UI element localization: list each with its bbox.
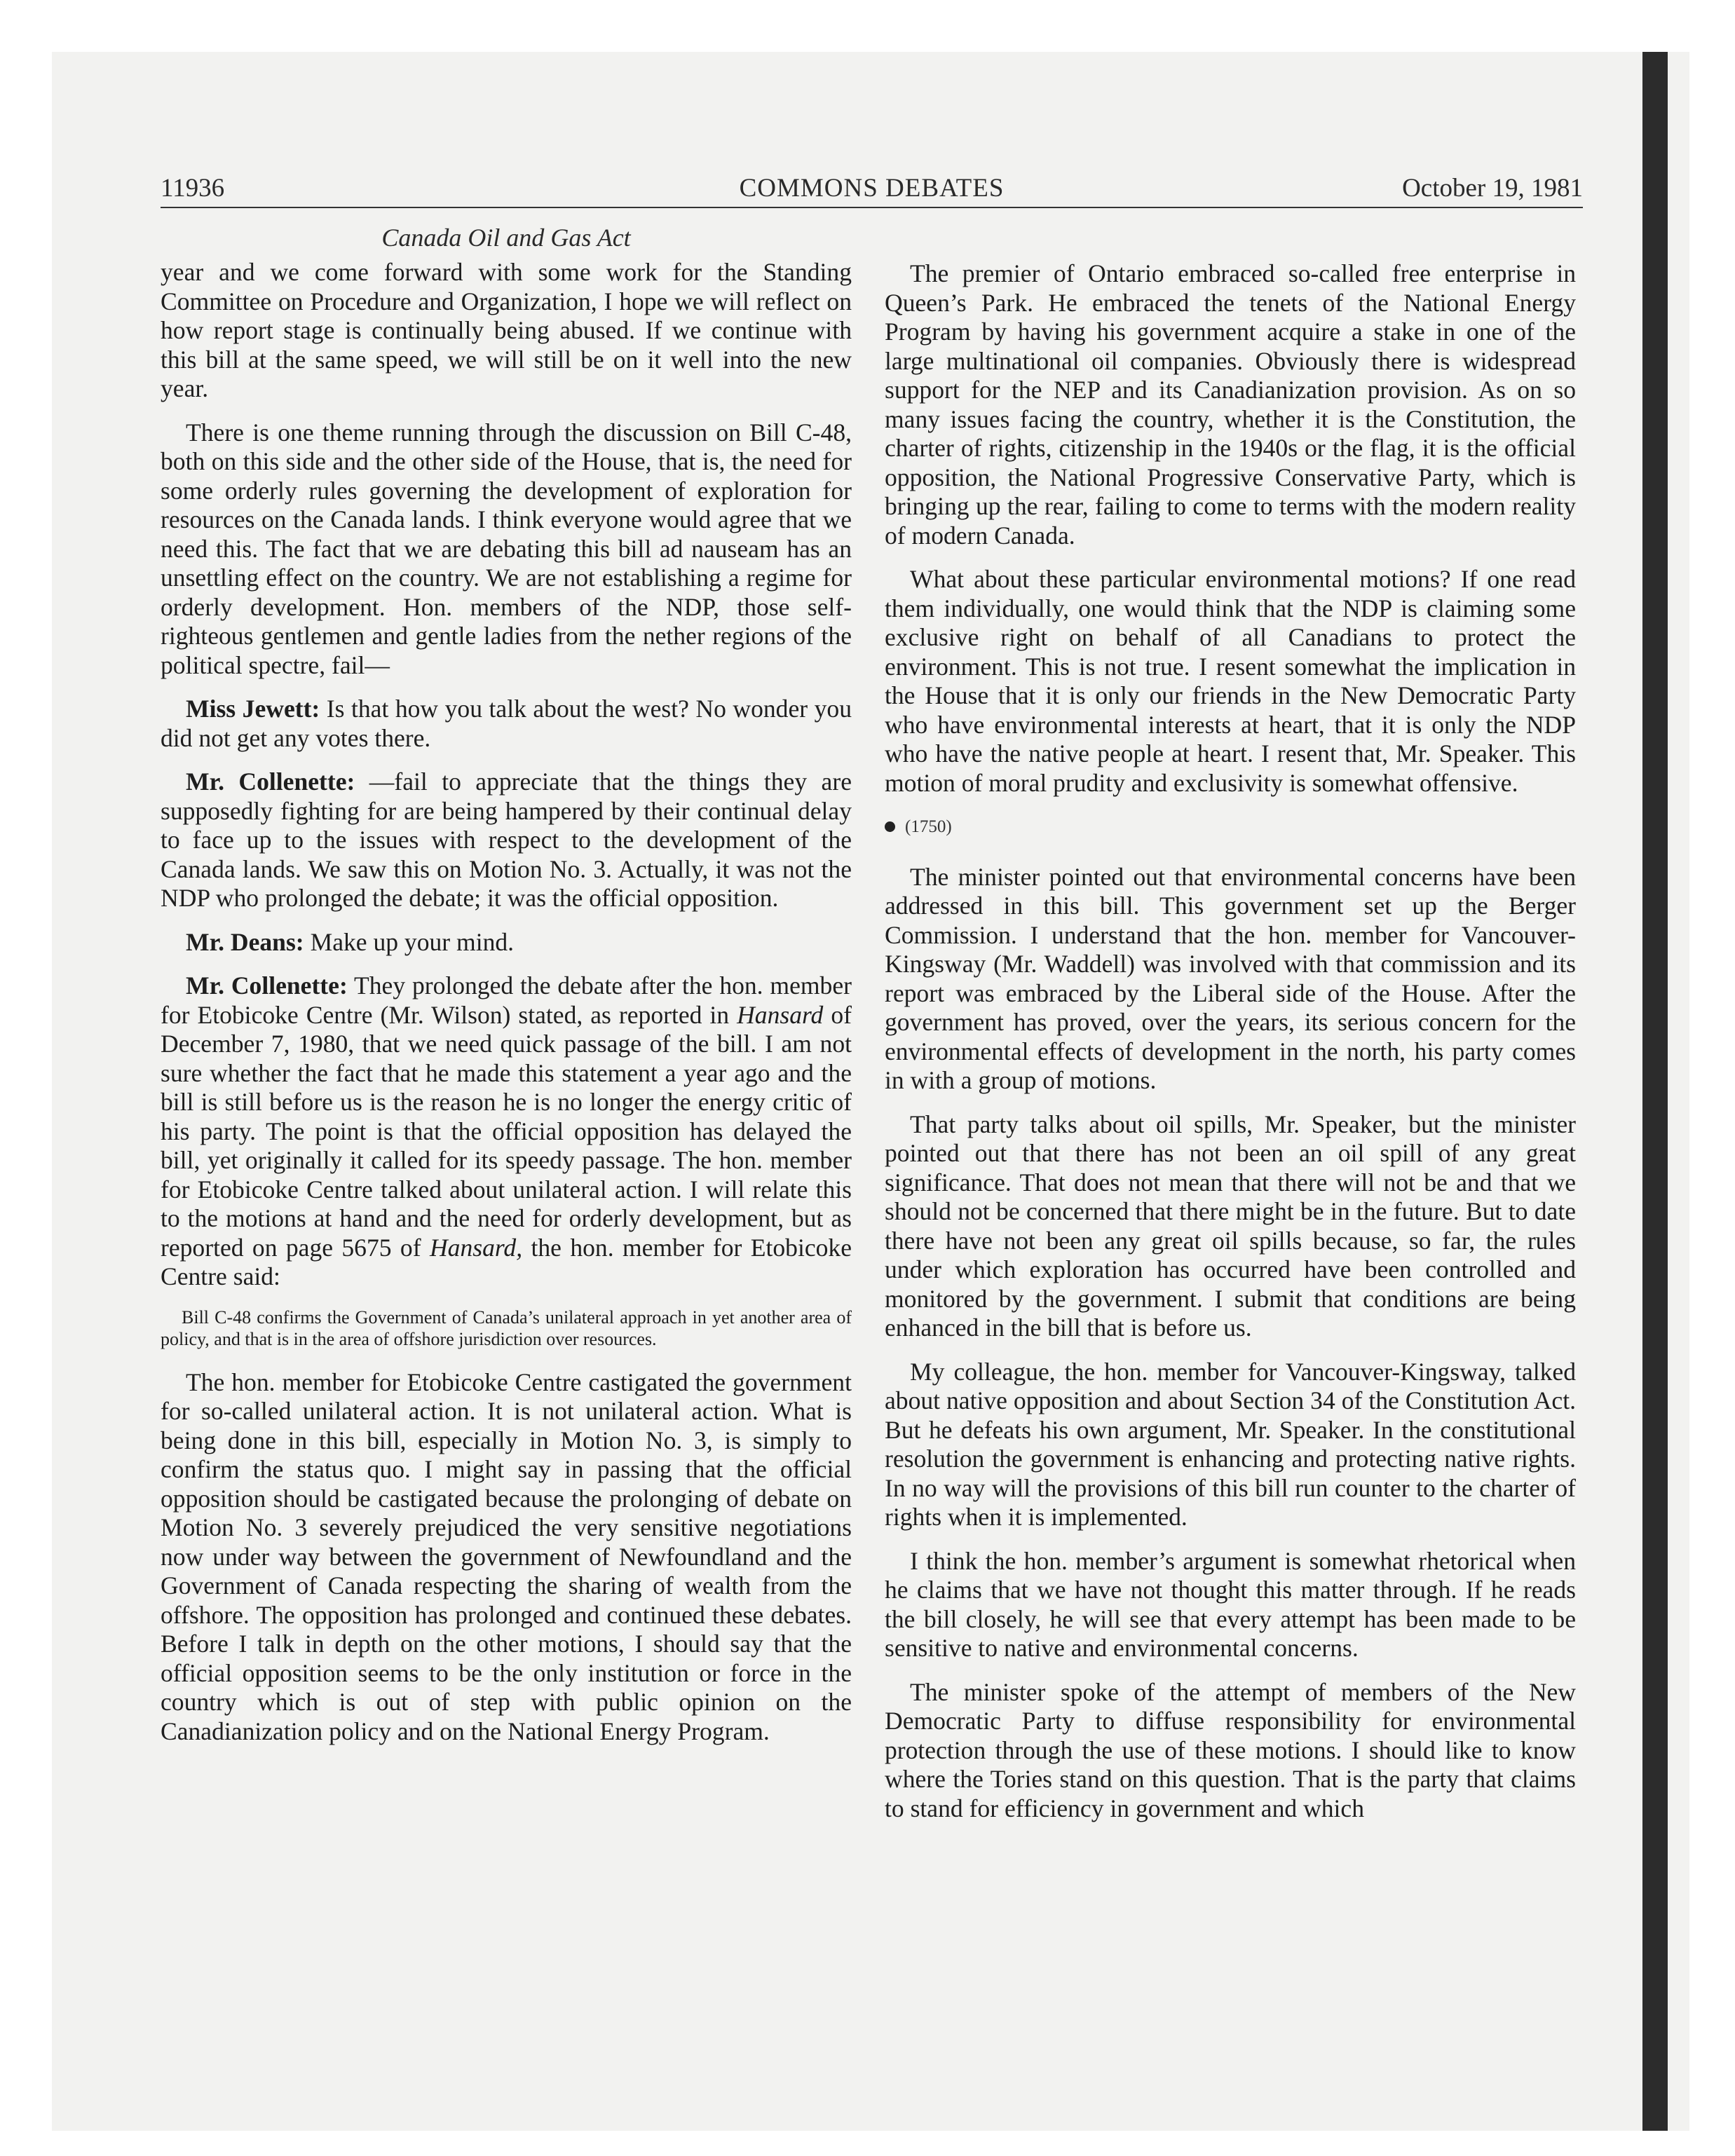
- speech-text: They prolonged the debate after the hon. member for Etobicoke Centre (Mr. Wilson) stated, as reported in: [161, 971, 852, 1029]
- speech: [161, 971, 852, 1292]
- paragraph: The minister pointed out that environmental concerns have been addressed in this bill. This government set up the Berger Commission. I understand that the hon. member for Vancouver-Kingsway (Mr. Waddell) was involved with that commission and its report was embraced by the Liberal side of the House. After the government has proved, over the years, its serious concern for the environmental effects of development in the north, his party comes in with a group of motions.: [885, 862, 1576, 1094]
- hansard-reference: Hansard,: [429, 1233, 523, 1262]
- speaker-name: Mr. Collenette:: [186, 767, 355, 796]
- time-marker: [885, 812, 1576, 842]
- speech: [161, 695, 852, 753]
- speaker-name: Mr. Collenette:: [186, 971, 348, 999]
- time-marker-text: (1750): [905, 817, 952, 836]
- paragraph: year and we come forward with some work for the Standing Committee on Procedure and Organization, I hope we will reflect on how report stage is continually being abused. If we continue with this bill at the same speed, we will still be on it well into the new year.: [161, 258, 852, 402]
- paragraph: There is one theme running through the discussion on Bill C-48, both on this side and the other side of the House, that is, the need for some orderly rules governing the development of exploration for resources on the Canada lands. I think everyone would agree that we need this. The fact that we are debating this bill ad nauseam has an unsettling effect on the country. We are not establishing a regime for orderly development. Hon. members of the NDP, those self-righteous gentlemen and gentle ladies from the nether regions of the political spectre, fail—: [161, 418, 852, 679]
- paragraph: My colleague, the hon. member for Vancouver-Kingsway, talked about native opposition and about Section 34 of the Constitution Act. But he defeats his own argument, Mr. Speaker. In the constitutional resolution the government is enhancing and protecting native rights. In no way will the provisions of this bill run counter to the charter of rights when it is implemented.: [885, 1357, 1576, 1531]
- paragraph: The minister spoke of the attempt of members of the New Democratic Party to diffuse responsibility for environmental protection through the use of these motions. I should like to know where the Tories stand on this question. That is the party that claims to stand for efficiency in government and which: [885, 1677, 1576, 1822]
- right-column: [885, 259, 1576, 1838]
- speaker-name: Mr. Deans:: [186, 927, 304, 956]
- speech: [161, 928, 852, 957]
- paragraph: The hon. member for Etobicoke Centre castigated the government for so-called unilateral action. It is not unilateral action. What is being done in this bill, especially in Motion No. 3, is simply to confirm the status quo. I might say in passing that the official opposition should be castigated because the prolonging of debate on Motion No. 3 severely prejudiced the very sensitive negotiations now under way between the government of Newfoundland and the Government of Canada respecting the sharing of wealth from the offshore. The opposition has prolonged and continued these debates. Before I talk in depth on the other motions, I should say that the official opposition seems to be the only institution or force in the country which is out of step with public opinion on the Canadianization policy and on the National Energy Program.: [161, 1367, 852, 1745]
- paragraph: What about these particular environmental motions? If one read them individually, one would think that the NDP is claiming some exclusive right on behalf of all Canadians to protect the environment. This is not true. I resent somewhat the implication in the House that it is only our friends in the New Democratic Party who have environmental interests at heart, that it is only the NDP who have the native people at heart. I resent that, Mr. Speaker. This motion of moral prudity and exclusivity is somewhat offensive.: [885, 565, 1576, 797]
- left-column: [161, 258, 852, 1761]
- speech-text: the hon. member for Etobicoke Centre said:: [161, 1233, 852, 1290]
- paragraph: That party talks about oil spills, Mr. Speaker, but the minister pointed out that there has not been an oil spill of any great significance. That does not mean that there will not be and that we should not be concerned that there might be in the future. But to date there have not been any great oil spills because, so far, the rules under which exploration has occurred have been controlled and monitored by the government. I submit that conditions are being enhanced in the bill that is before us.: [885, 1110, 1576, 1342]
- speech-text: Make up your mind.: [310, 927, 515, 956]
- hansard-reference: Hansard: [737, 1000, 824, 1029]
- speech: [161, 767, 852, 913]
- speaker-name: Miss Jewett:: [186, 695, 320, 723]
- running-title: Canada Oil and Gas Act: [381, 224, 631, 252]
- speech-text: Is that how you talk about the west? No wonder you did not get any votes there.: [161, 695, 852, 752]
- speech-text: of December 7, 1980, that we need quick passage of the bill. I am not sure whether the fact that he made this statement a year ago and the bill is still before us is the reason he is no longer the energy critic of his party. The point is that the official opposition has delayed the bill, yet originally it called for its speedy passage. The hon. member for Etobicoke Centre talked about unilateral action. I will relate this to the motions at hand and the need for orderly development, but as reported on page 5675 of: [161, 1000, 852, 1262]
- paragraph: The premier of Ontario embraced so-called free enterprise in Queen’s Park. He embraced the tenets of the National Energy Program by having his government acquire a stake in one of the large multinational oil companies. Obviously there is widespread support for the NEP and its Canadianization provision. As on so many issues facing the country, whether it is the Constitution, the charter of rights, citizenship in the 1940s or the flag, it is the official opposition, the National Progressive Conservative Party, which is bringing up the rear, failing to come to terms with the modern reality of modern Canada.: [885, 259, 1576, 550]
- page-header: [161, 170, 1583, 208]
- paragraph: I think the hon. member’s argument is somewhat rhetorical when he claims that we have not thought this matter through. If he reads the bill closely, he will see that every attempt has been made to be sensitive to native and environmental concerns.: [885, 1546, 1576, 1662]
- bullet-dot-icon: [885, 821, 895, 832]
- block-quote: Bill C-48 confirms the Government of Canada’s unilateral approach in yet another area of policy, and that is in the area of offshore jurisdiction over resources.: [161, 1306, 852, 1349]
- publication-title: COMMONS DEBATES: [739, 174, 1005, 203]
- page-number: 11936: [161, 174, 225, 203]
- scan-edge-shadow: [1642, 52, 1668, 2131]
- speech-text: —fail to appreciate that the things they are supposedly fighting for are being hampered by their continual delay to face up to the issues with respect to the development of the Canada lands. We saw this on Motion No. 3. Actually, it was not the NDP who prolonged the debate; it was the official opposition.: [161, 767, 852, 912]
- publication-date: October 19, 1981: [1402, 174, 1583, 203]
